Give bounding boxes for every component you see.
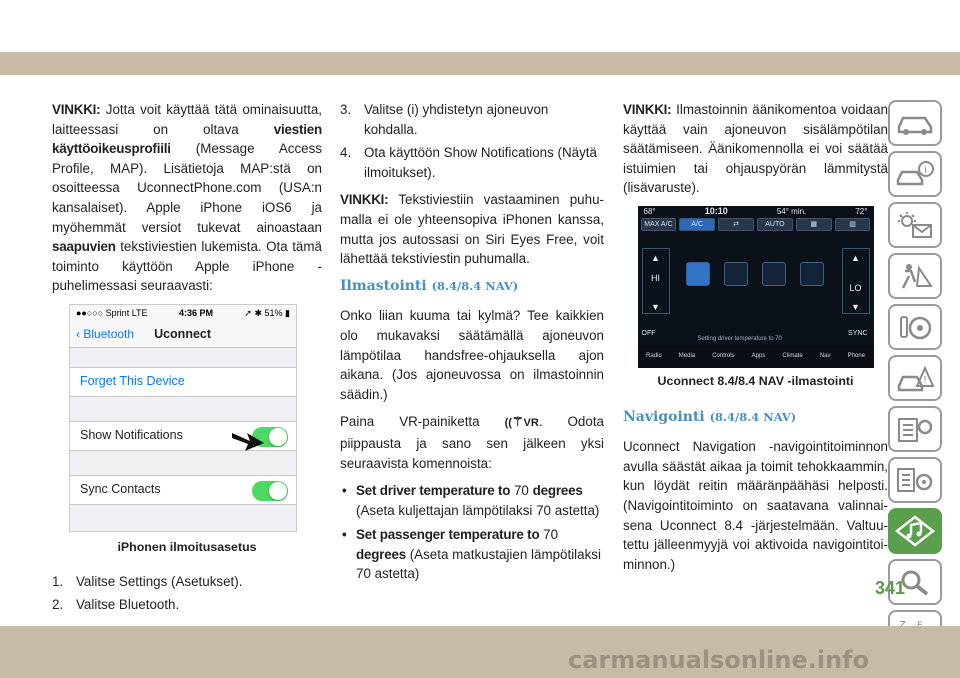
phone-caption: iPhonen ilmoitusasetus (117, 539, 257, 554)
airflow-mix-button[interactable] (800, 262, 824, 286)
vinkki-text: Tekstiviestiin vastaaminen puhumalla ei ole yhteensopiva iPhonen kanssa, mutta jos autossasi on Siri Eyes Free, voit lähettää tekstiviestin puhumalla. (340, 192, 604, 267)
radio-status-bar: 68° 10:10 54° min. 72° (643, 206, 868, 217)
radio-nav-item[interactable]: Radio (646, 353, 662, 360)
steps-list-1 (52, 572, 322, 615)
airflow-bilevel-button[interactable] (724, 262, 748, 286)
airflow-face-button[interactable] (686, 262, 710, 286)
off-label[interactable]: OFF (641, 329, 656, 337)
car-info-tab-icon[interactable] (888, 151, 942, 197)
passenger-temp-control[interactable]: ▲ LO ▼ (842, 248, 870, 314)
section-heading-climate: Ilmastointi (8.4/8.4 NAV) (340, 277, 519, 294)
vinkki-text: tekstiviestien lukemista. Ota tämä toiminto käyttöön Apple iPhone -puhelimessasi seuraavasti: (52, 239, 322, 294)
recirculation-button[interactable]: ⇄ (718, 218, 754, 231)
vinkki-text: (Message Access Profile, MAP). Lisätietoja MAP:stä on osoitteessa UconnectPhone.com (USA:n kansalaiset). Apple iPhone iOS6 ja myöhemmät versiot tukevat ainoastaan (52, 141, 322, 235)
list-item: 4. Ota käyttöön Show Notifications (Näytä ilmoitukset). (340, 145, 597, 180)
ac-button[interactable]: A/C (679, 218, 715, 231)
chapter-tabs (888, 100, 946, 661)
list-item: • Set driver temperature to 70 degrees (Aseta kuljettajan lämpötilaksi 70 astetta) (342, 483, 600, 518)
vinkki-bold-term: viestien käyttöoikeusprofiili (52, 121, 322, 157)
car-exterior-tab-icon[interactable] (888, 100, 942, 146)
back-button[interactable]: ‹ Bluetooth (76, 327, 135, 342)
forget-device-row[interactable]: Forget This Device (70, 367, 296, 397)
safety-tab-icon[interactable] (888, 253, 942, 299)
pointer-arrow-icon (232, 429, 264, 451)
list-item: 2. Valitse Bluetooth. (52, 597, 180, 613)
vinkki-label: VINKKI: (340, 192, 389, 208)
radio-status-text: Setting driver temperature to 70 (697, 335, 782, 342)
climate-paragraph: Onko liian kuuma tai kylmä? Tee kaikkien olo mukavaksi säätämällä ajoneuvon lämpötilaa handsfree-ohjauksella ajon aikana. (Jos ajoneuvossa on ilmastoinnin säädin.) (340, 308, 604, 402)
rear-defrost-button[interactable]: ▥ (835, 218, 871, 231)
uconnect-climate-screenshot (638, 206, 874, 368)
header-band (0, 52, 960, 75)
column-middle (340, 100, 604, 592)
radio-nav-item[interactable]: Controls (712, 353, 735, 360)
voice-commands-list (340, 481, 604, 584)
maintenance-tab-icon[interactable] (888, 406, 942, 452)
watermark: carmanualsonline.info (568, 646, 870, 674)
page-number: 341 (874, 578, 906, 598)
radio-nav-item[interactable]: Phone (847, 353, 865, 360)
defrost-button[interactable]: ▦ (796, 218, 832, 231)
radio-nav-item[interactable]: Apps (751, 353, 766, 360)
battery-indicator: ➚ ✱ 51% ▮ (244, 308, 290, 319)
sync-contacts-row[interactable]: Sync Contacts (70, 475, 296, 505)
list-item: 3. Valitse (i) yhdistetyn ajoneuvon kohdalla. (340, 102, 549, 137)
vr-button-icon: ((⚚VR (504, 414, 539, 430)
status-time: 4:36 PM (178, 308, 213, 319)
phone-status-bar (70, 305, 296, 323)
vinkki-text: Jotta voit käyttää tätä ominaisuutta, laitteessasi on oltava (52, 102, 322, 137)
sync-button[interactable]: SYNC (848, 329, 868, 337)
radio-nav-item[interactable]: Nav (819, 353, 831, 360)
max-ac-button[interactable]: MAX A/C (641, 218, 677, 231)
auto-button[interactable]: AUTO (757, 218, 793, 231)
radio-nav-item[interactable]: Media (678, 353, 696, 360)
phone-nav-bar (70, 323, 296, 348)
phone-nav-title: Uconnect (154, 327, 212, 342)
vinkki-label: VINKKI: (623, 102, 672, 117)
radio-climate-toolbar (638, 218, 874, 232)
driver-temp-control[interactable]: ▲ HI ▼ (642, 248, 670, 314)
warning-lights-tab-icon[interactable] (888, 202, 942, 248)
multimedia-tab-icon[interactable] (888, 508, 942, 554)
list-item: 1. Valitse Settings (Asetukset). (52, 573, 243, 589)
vinkki-bold-term: saapuvien (52, 239, 116, 255)
technical-specs-tab-icon[interactable] (888, 457, 942, 503)
iphone-screenshot (69, 304, 297, 532)
vinkki-paragraph (52, 100, 322, 296)
vinkki-paragraph (623, 100, 888, 198)
driving-tab-icon[interactable] (888, 304, 942, 350)
column-right (623, 100, 888, 582)
airflow-floor-button[interactable] (762, 262, 786, 286)
vinkki-text: Ilmastoinnin äänikomentoa voidaan käyttää vain ajoneuvon sisälämpötilan säätämiseen. Äänikomennolla ei voi säätää istuimien tai ohjauspyörän lämmitystä (lisävaruste). (623, 102, 888, 196)
radio-caption: Uconnect 8.4/8.4 NAV -ilmastointi (657, 373, 854, 388)
vr-paragraph: Paina VR-painiketta ((⚚VR. Odota piippausta ja sano sen jälkeen yksi seuraavista komennoista: (340, 414, 604, 471)
vinkki-paragraph (340, 190, 604, 268)
steps-list-2 (340, 100, 604, 182)
section-heading-navigation: Navigointi (8.4/8.4 NAV) (623, 408, 797, 425)
vinkki-label: VINKKI: (52, 102, 101, 117)
sync-contacts-toggle[interactable] (252, 481, 288, 501)
carrier-label: ●●○○○ Sprint LTE (76, 308, 148, 319)
column-left (52, 100, 322, 623)
emergency-tab-icon[interactable] (888, 355, 942, 401)
list-item: • Set passenger temperature to 70 degrees (Aseta matkustajien lämpötilaksi 70 astetta) (342, 527, 601, 582)
radio-bottom-bar (638, 346, 874, 368)
radio-nav-item[interactable]: Climate (782, 353, 803, 360)
radio-controls-area (638, 242, 874, 322)
svg-text:!: ! (923, 375, 928, 386)
show-notifications-row[interactable]: Show Notifications (70, 421, 296, 451)
svg-text:i: i (924, 165, 927, 176)
navigation-paragraph: Uconnect Navigation -navigointitoiminnon avulla säästät aikaa ja toimit tehokkaammin, kun löydät reitin määränpäähäsi helposti. (Navigointitoiminto on saatavana valinnaisena Uconnect 8.4 -järjestelmään. Valtuutettu jälleenmyyjä voi aktivoida navigointitoiminnon.) (623, 439, 888, 572)
